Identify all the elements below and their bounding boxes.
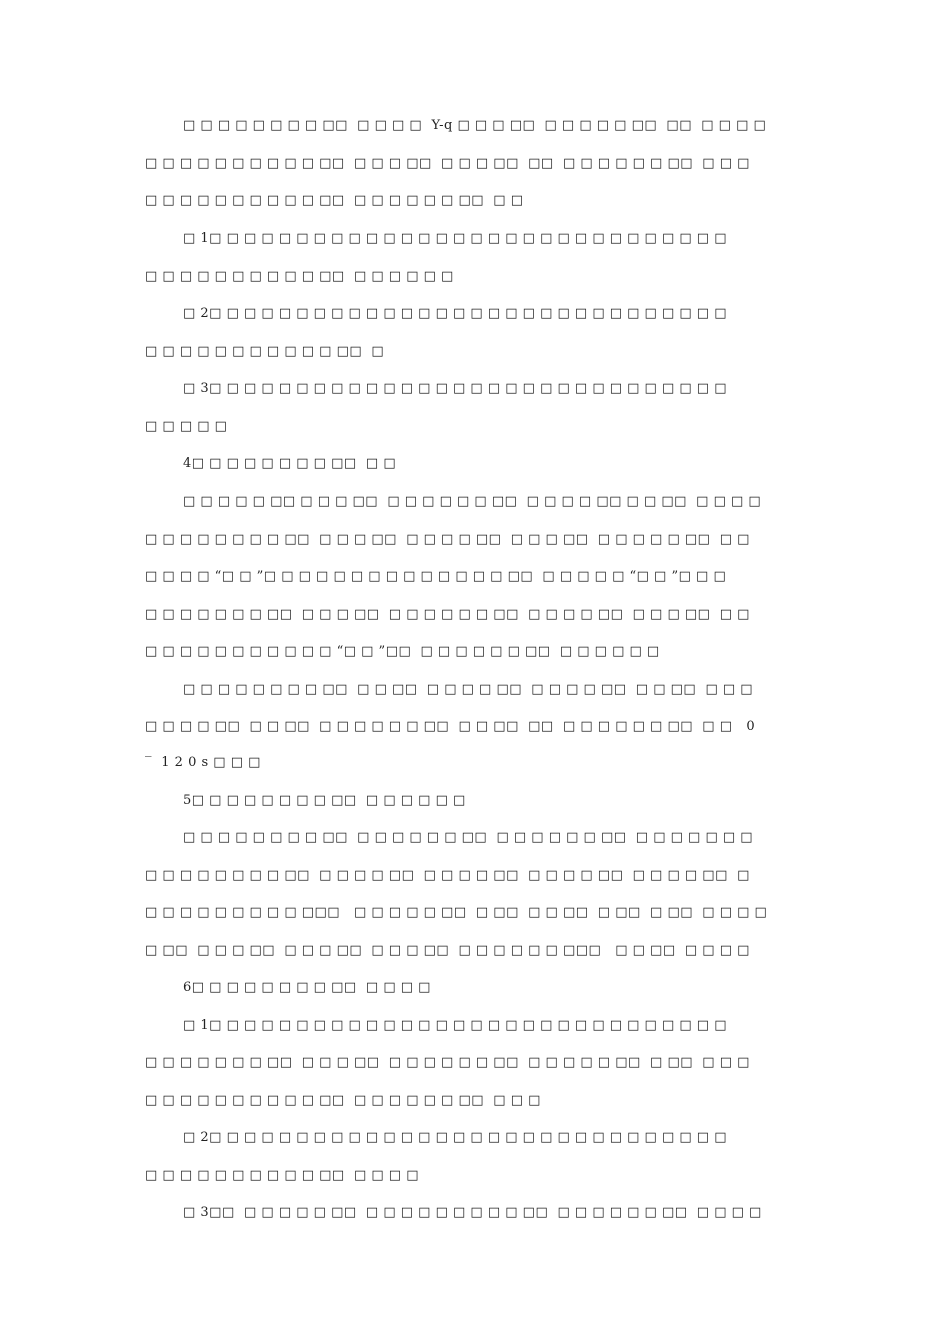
text-line: □ □ □ □ □ □□ □ □ □ □□ □ □ □ □ □ □ □□ □ □ □ □ □□ □ □ □□ □ □ □ □ bbox=[183, 494, 762, 509]
text-line: □ □□ □ □ □ □□ □ □ □ □□ □ □ □ □□ □ □ □ □ □ □ □□□ □ □ □□ □ □ □ □ bbox=[145, 943, 750, 958]
text-line: □ □ □ □ □ □ □ □ □ □ □□ □ □ □ □ □ □ bbox=[145, 269, 454, 284]
text-line: □ 2□ □ □ □ □ □ □ □ □ □ □ □ □ □ □ □ □ □ □ □ □ □ □ □ □ □ □ □ □ □ bbox=[183, 306, 728, 321]
text-line: □ □ □ □ □ □ □ □ □ □ □□ □ □ □ □ □ □ □□ □ □ □ bbox=[145, 1093, 541, 1108]
text-line: □ □ □ □ “□ □ ”□ □ □ □ □ □ □ □ □ □ □ □ □ □ □□ □ □ □ □ □ “□ □ ”□ □ □ bbox=[145, 569, 727, 584]
text-line: 5□ □ □ □ □ □ □ □ □□ □ □ □ □ □ □ bbox=[183, 793, 466, 808]
text-line: ‾ 1 2 0 s □ □ □ bbox=[145, 755, 261, 770]
text-line: □ □ □ □ □ □ □ □ □□ □ □ □ □ Y-q □ □ □ □□ □ □ □ □ □ □□ □□ □ □ □ □ bbox=[183, 118, 767, 133]
text-line: □ □ □ □ □ □ □ □ □□ □ □ □□ □ □ □ □ □□ □ □ □ □ □□ □ □ □□ □ □ □ bbox=[183, 682, 754, 697]
text-line: □ □ □ □ □ □ □ □ □ □ □ □□ □ bbox=[145, 344, 385, 359]
text-line: □ □ □ □ □□ □ □ □□ □ □ □ □ □ □ □□ □ □ □□ □□ □ □ □ □ □ □ □□ □ □ 0 bbox=[145, 719, 756, 734]
text-line: □ □ □ □ □ □ □ □ □ □ □□ □ □ □ □ □ □ □□ □ □ bbox=[145, 193, 524, 208]
text-line: □ □ □ □ □ □ □ □ □ □ □□ □ □ □ □ bbox=[145, 1168, 420, 1183]
text-line: □ □ □ □ □ □ □ □ □ □ □□ □ □ □ □□ □ □ □ □□ □□ □ □ □ □ □ □ □□ □ □ □ bbox=[145, 156, 750, 171]
text-line: □ □ □ □ □ □ □ □ □ □ □ “□ □ ”□□ □ □ □ □ □ □ □□ □ □ □ □ □ □ bbox=[145, 644, 660, 659]
text-line: □ □ □ □ □ □ □ □□ □ □ □ □□ □ □ □ □ □ □ □□ □ □ □ □ □ □□ □ □□ □ □ □ bbox=[145, 1055, 750, 1070]
text-line: □ 3□□ □ □ □ □ □ □□ □ □ □ □ □ □ □ □ □ □□ □ □ □ □ □ □ □□ □ □ □ □ bbox=[183, 1205, 762, 1220]
text-line: □ □ □ □ □ □ □ □ □ □□□ □ □ □ □ □ □□ □ □□ □ □ □□ □ □□ □ □□ □ □ □ □ bbox=[145, 905, 768, 920]
text-line: □ □ □ □ □ □ □ □ □□ □ □ □ □ □ □ □□ □ □ □ □ □ □ □□ □ □ □ □ □ □ □ bbox=[183, 830, 754, 845]
text-line: □ □ □ □ □ □ □ □ □□ □ □ □ □□ □ □ □ □ □□ □ □ □ □□ □ □ □ □ □ □□ □ □ bbox=[145, 532, 750, 547]
text-line: 6□ □ □ □ □ □ □ □ □□ □ □ □ □ bbox=[183, 980, 431, 995]
text-line: □ 1□ □ □ □ □ □ □ □ □ □ □ □ □ □ □ □ □ □ □ □ □ □ □ □ □ □ □ □ □ □ bbox=[183, 1018, 728, 1033]
text-line: □ □ □ □ □ □ □ □□ □ □ □ □□ □ □ □ □ □ □ □□ □ □ □ □ □□ □ □ □ □□ □ □ bbox=[145, 607, 750, 622]
text-line: □ □ □ □ □ bbox=[145, 419, 228, 434]
text-line: □ 1□ □ □ □ □ □ □ □ □ □ □ □ □ □ □ □ □ □ □ □ □ □ □ □ □ □ □ □ □ □ bbox=[183, 231, 728, 246]
text-line: □ □ □ □ □ □ □ □ □□ □ □ □ □ □□ □ □ □ □ □□ □ □ □ □ □□ □ □ □ □ □□ □ bbox=[145, 868, 750, 883]
text-line: □ 2□ □ □ □ □ □ □ □ □ □ □ □ □ □ □ □ □ □ □ □ □ □ □ □ □ □ □ □ □ □ bbox=[183, 1130, 728, 1145]
text-line: 4□ □ □ □ □ □ □ □ □□ □ □ bbox=[183, 456, 397, 471]
text-line: □ 3□ □ □ □ □ □ □ □ □ □ □ □ □ □ □ □ □ □ □ □ □ □ □ □ □ □ □ □ □ □ bbox=[183, 381, 728, 396]
